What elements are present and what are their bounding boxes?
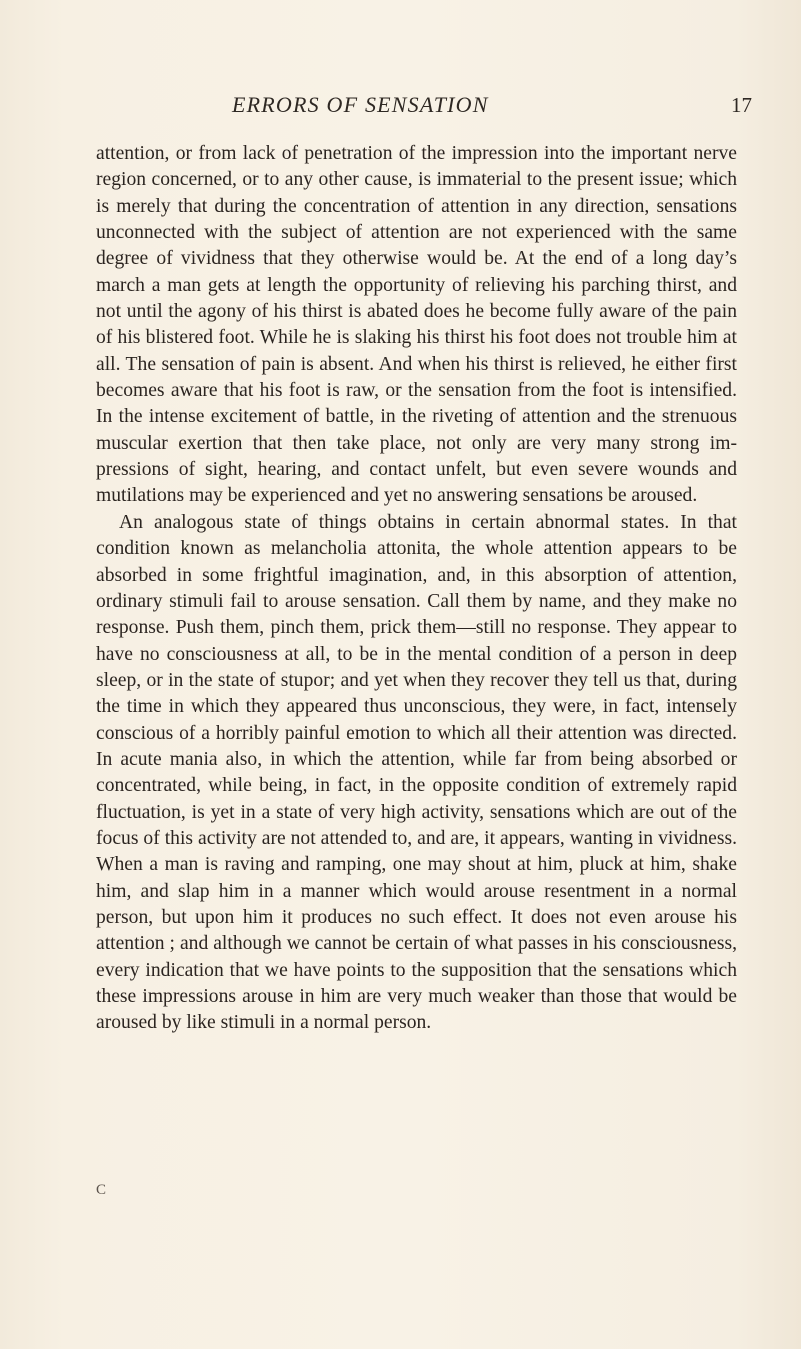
- running-head: [0, 92, 801, 122]
- page-number: 17: [731, 93, 752, 117]
- running-head-title: ERRORS OF SENSATION: [232, 92, 489, 117]
- paragraph-continued: attention, or from lack of penetration of the impression into the important nerve region concerned, or to any other cause, is immaterial to the present issue; which is merely that during the concentration of attention in any direction, sensations unconnected with the subject of attention are not experienced with the same degree of vividness that they otherwise would be. At the end of a long day’s march a man gets at length the opportunity of relieving his parching thirst, and not until the agony of his thirst is abated does he become fully aware of the pain of his blistered foot. While he is slaking his thirst his foot does not trouble him at all. The sensation of pain is absent. And when his thirst is relieved, he either first becomes aware that his foot is raw, or the sensation from the foot is intensified. In the intense excitement of battle, in the riveting of attention and the strenuous muscular exertion that then take place, not only are very many strong impressions of sight, hearing, and contact unfelt, but even severe wounds and mutilations may be experienced and yet no answering sensations be aroused.: [96, 143, 737, 507]
- paragraph: An analogous state of things obtains in certain abnormal states. In that condition known as melancholia attonita, the whole attention appears to be absorbed in some frightful imagination, and, in this absorption of attention, ordinary stimuli fail to arouse sensation. Call them by name, and they make no response. Push them, pinch them, prick them—still no response. They appear to have no consciousness at all, to be in the mental condition of a person in deep sleep, or in the state of stupor; and yet when they recover they tell us that, during the time in which they appeared thus unconscious, they were, in fact, intensely conscious of a horribly painful emotion to which all their attention was directed. In acute mania also, in which the attention, while far from being absorbed or concentrated, while being, in fact, in the opposite condition of extremely rapid fluctuation, is yet in a state of very high activity, sensations which are out of the focus of this activity are not attended to, and are, it appears, wanting in vividness. When a man is raving and ramping, one may shout at him, pluck at him, shake him, and slap him in a manner which would arouse resentment in a normal person, but upon him it produces no such effect. It does not even arouse his attention ; and although we cannot be certain of what passes in his consciousness, every indication that we have points to the supposition that the sensations which these impressions arouse in him are very much weaker than those that would be aroused by like stimuli in a normal person.: [96, 511, 737, 1034]
- body-text: [96, 141, 737, 1037]
- signature-mark: C: [96, 1182, 107, 1198]
